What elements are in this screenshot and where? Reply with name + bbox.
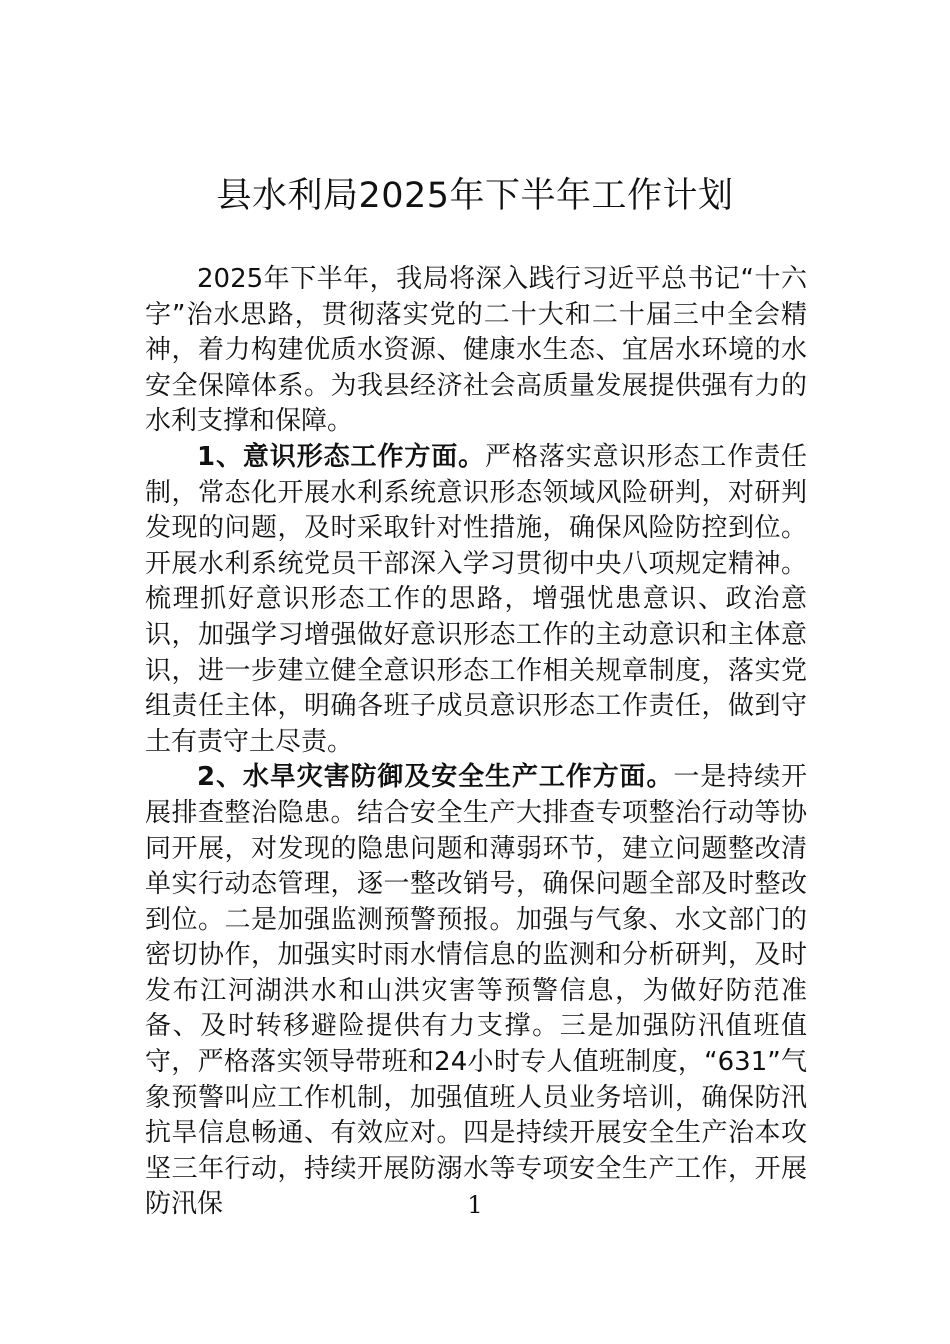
section-heading-ideology: 1、意识形态工作方面。	[197, 441, 486, 472]
paragraph-text: 2025年下半年，我局将深入践行习近平总书记“十六字”治水思路，贯彻落实党的二十大和二十届三中全会精神，着力构建优质水资源、健康水生态、宜居水环境的水安全保障体系。为我县经济社会高质量发展提供强有力的水利支撑和保障。	[145, 264, 807, 437]
paragraph-intro	[145, 262, 807, 440]
paragraph-flood-safety	[145, 760, 807, 1223]
page-number: 1	[467, 1191, 483, 1219]
section-heading-flood-safety: 2、水旱灾害防御及安全生产工作方面。	[197, 762, 674, 793]
paragraph-text: 严格落实意识形态工作责任制，常态化开展水利系统意识形态领域风险研判，对研判发现的问题，及时采取针对性措施，确保风险防控到位。开展水利系统党员干部深入学习贯彻中央八项规定精神。梳理抓好意识形态工作的思路，增强忧患意识、政治意识，加强学习增强做好意识形态工作的主动意识和主体意识，进一步建立健全意识形态工作相关规章制度，落实党组责任主体，明确各班子成员意识形态工作责任，做到守土有责守土尽责。	[145, 441, 807, 757]
document-body	[145, 262, 807, 1223]
paragraph-ideology	[145, 440, 807, 760]
document-title: 县水利局2025年下半年工作计划	[216, 176, 734, 216]
paragraph-text: 一是持续开展排查整治隐患。结合安全生产大排查专项整治行动等协同开展，对发现的隐患问题和薄弱环节，建立问题整改清单实行动态管理，逐一整改销号，确保问题全部及时整改到位。二是加强监测预警预报。加强与气象、水文部门的密切协作，加强实时雨水情信息的监测和分析研判，及时发布江河湖洪水和山洪灾害等预警信息，为做好防范准备、及时转移避险提供有力支撑。三是加强防汛值班值守，严格落实领导带班和24小时专人值班制度，“631”气象预警叫应工作机制，加强值班人员业务培训，确保防汛抗旱信息畅通、有效应对。四是持续开展安全生产治本攻坚三年行动，持续开展防溺水等专项安全生产工作，开展防汛保	[145, 762, 807, 1220]
